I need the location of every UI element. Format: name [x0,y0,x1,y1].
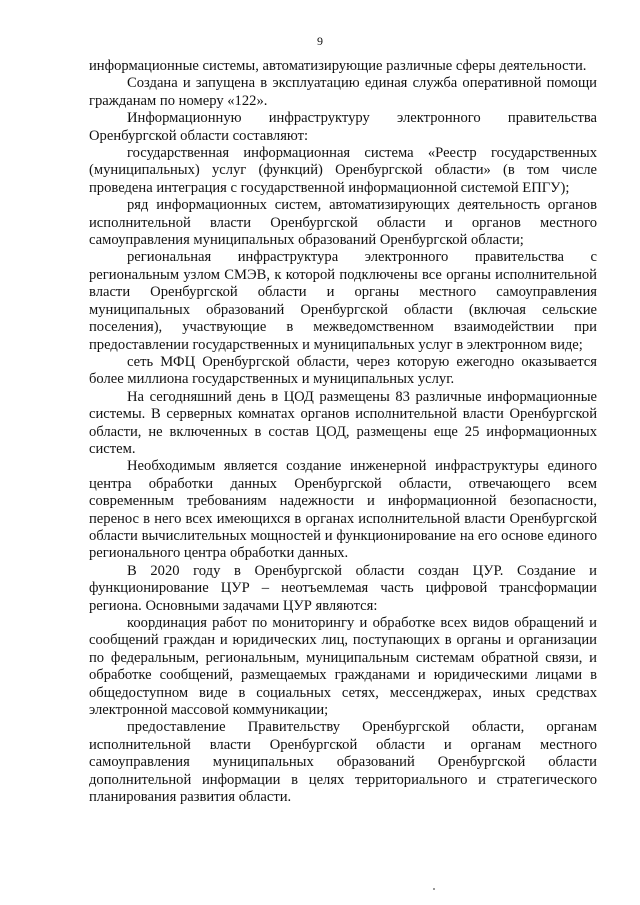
page-number: 9 [317,34,323,48]
paragraph-tsur-information: предоставление Правительству Оренбургской области, органам исполнительной власти Оренбургской области и органам местного самоуправления муниципальных образований Оренбургской области дополнительной информации в целях территориального и стратегического планирования развития области. [89,719,597,806]
paragraph-tsur-coordination: координация работ по мониторингу и обработке всех видов обращений и сообщений граждан и юридических лиц, поступающих в органы и организации по федеральным, региональным, муниципальным системам обратной связи, и обработке сообщений, размещаемых гражданами и юридическими лицами в общедоступном виде в социальных сетях, мессенджерах, иных средствах электронной массовой коммуникации; [89,615,597,719]
paragraph-regional-infrastructure: региональная инфраструктура электронного правительства с региональным узлом СМЭВ, к которой подключены все органы исполнительной власти Оренбургской области и органы местного самоуправления муниципальных образований Оренбургской области (включая сельские поселения), участвующие в межведомственном взаимодействии при предоставлении государственных и муниципальных услуг в электронном виде; [89,249,597,353]
paragraph-data-center-systems: На сегодняшний день в ЦОД размещены 83 различные информационные системы. В серверных комнатах органов исполнительной власти Оренбургской области, не включенных в состав ЦОД, размещены еще 25 информационных систем. [89,388,597,457]
paragraph-infrastructure-intro: Информационную инфраструктуру электронного правительства Оренбургской области составляют: [89,110,597,144]
paragraph-continuation: информационные системы, автоматизирующие различные сферы деятельности. [89,58,587,74]
paragraph-services-registry: государственная информационная система «Реестр государственных (муниципальных) услуг (функций) Оренбургской области» (в том числе проведена интеграция с государственной информационной системой ЕПГУ); [89,145,597,196]
paragraph-data-center-need: Необходимым является создание инженерной инфраструктуры единого центра обработки данных Оренбургской области, отвечающего всем современным требованиям надежности и информационной безопасности, перенос в него всех имеющихся в органах исполнительной власти Оренбургской области вычислительных мощностей и функционирование на его основе единого регионального центра обработки данных. [89,458,597,562]
paragraph-hotline-122: Создана и запущена в эксплуатацию единая служба оперативной помощи гражданам по номеру «122». [89,75,597,109]
body-text [89,58,597,806]
paragraph-mfc-network: сеть МФЦ Оренбургской области, через которую ежегодно оказывается более миллиона государственных и муниципальных услуг. [89,353,597,388]
paragraph-information-systems: ряд информационных систем, автоматизирующих деятельность органов исполнительной власти Оренбургской области и органов местного самоуправления муниципальных образований Оренбургской области; [89,197,597,249]
scan-speck [433,888,435,890]
paragraph-tsur-created: В 2020 году в Оренбургской области создан ЦУР. Создание и функционирование ЦУР – неотъемлемая часть цифровой трансформации региона. Основными задачами ЦУР являются: [89,562,597,614]
